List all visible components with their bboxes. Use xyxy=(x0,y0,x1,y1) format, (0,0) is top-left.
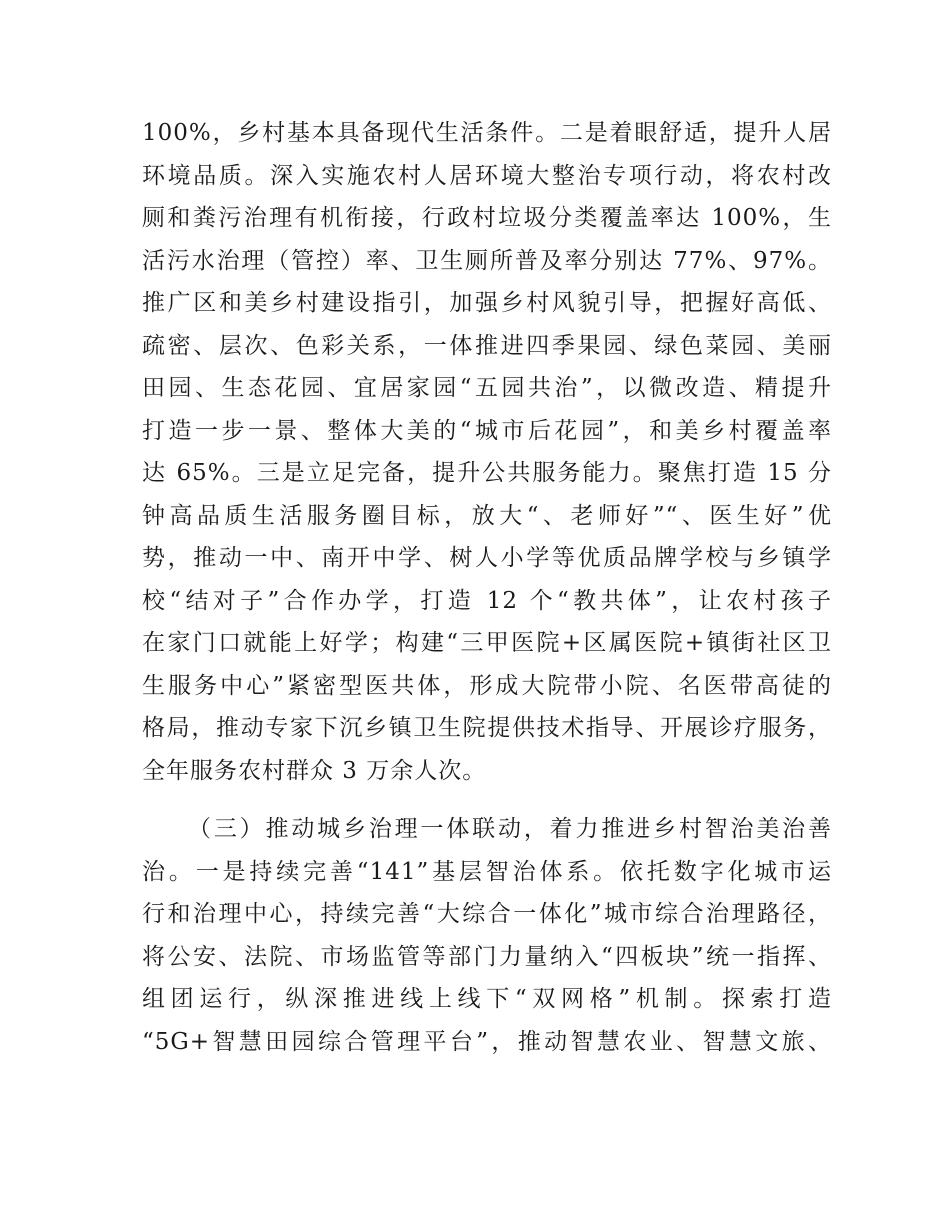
text-line: 在家门口就能上好学；构建“三甲医院+区属医院+镇街社区卫 xyxy=(142,630,832,656)
body-text xyxy=(142,112,832,1063)
text-line: “5G+智慧田园综合管理平台”，推动智慧农业、智慧文旅、 xyxy=(142,1028,832,1055)
paragraph-gap xyxy=(142,792,832,808)
text-line: 全年服务农村群众 3 万余人次。 xyxy=(142,757,487,784)
text-line: 疏密、层次、色彩关系，一体推进四季果园、绿色菜园、美丽 xyxy=(142,332,832,359)
text-line: 推广区和美乡村建设指引，加强乡村风貌引导，把握好高低、 xyxy=(142,290,832,316)
text-line: 治。一是持续完善“141”基层智治体系。依托数字化城市运 xyxy=(142,858,832,885)
text-line: 将公安、法院、市场监管等部门力量纳入“四板块”统一指挥、 xyxy=(142,943,832,970)
text-line: 田园、生态花园、宜居家园“五园共治”，以微改造、精提升 xyxy=(142,375,832,401)
text-line: 达 65%。三是立足完备，提升公共服务能力。聚焦打造 15 分 xyxy=(142,460,832,486)
text-line: 厕和粪污治理有机衔接，行政村垃圾分类覆盖率达 100%，生 xyxy=(142,205,832,231)
text-line: 100%，乡村基本具备现代生活条件。二是着眼舒适，提升人居 xyxy=(142,120,832,146)
text-line: 组团运行，纵深推进线上线下“双网格”机制。探索打造 xyxy=(142,986,832,1012)
text-line: 行和治理中心，持续完善“大综合一体化”城市综合治理路径， xyxy=(142,901,832,927)
text-line: 环境品质。深入实施农村人居环境大整治专项行动，将农村改 xyxy=(142,162,832,189)
text-line: 活污水治理（管控）率、卫生厕所普及率分别达 77%、97%。 xyxy=(142,247,832,274)
text-line: （三）推动城乡治理一体联动，着力推进乡村智治美治善 xyxy=(188,816,832,842)
paragraph-1 xyxy=(142,112,832,792)
text-line: 势，推动一中、南开中学、树人小学等优质品牌学校与乡镇学 xyxy=(142,545,832,571)
paragraph-2 xyxy=(142,808,832,1063)
text-line: 打造一步一景、整体大美的“城市后花园”，和美乡村覆盖率 xyxy=(142,417,832,444)
text-line: 钟高品质生活服务圈目标，放大“、老师好”“、医生好”优 xyxy=(142,502,832,529)
text-line: 格局，推动专家下沉乡镇卫生院提供技术指导、开展诊疗服务， xyxy=(142,715,832,741)
text-line: 生服务中心”紧密型医共体，形成大院带小院、名医带高徒的 xyxy=(142,672,832,699)
text-line: 校“结对子”合作办学，打造 12 个“教共体”，让农村孩子 xyxy=(142,587,832,614)
